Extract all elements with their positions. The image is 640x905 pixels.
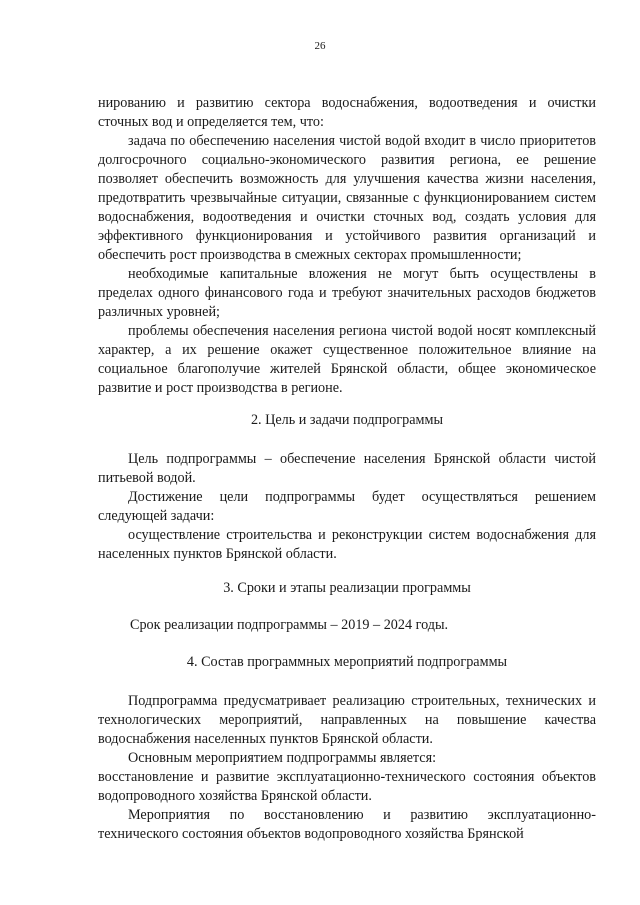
paragraph-investments: необходимые капитальные вложения не могут быть осуществлены в пределах одного финансового года и требуют значительных расходов бюджетов различных уровней; [98,266,596,320]
section-4-main-measure: Основным мероприятием подпрограммы является: [128,750,437,766]
section-3-title: 3. Сроки и этапы реализации программы [223,580,471,596]
section-4-restoration: восстановление и развитие эксплуатационно-технического состояния объектов водопроводного хозяйства Брянской области. [98,769,596,804]
page-number: 26 [314,40,326,52]
section-2-achievement: Достижение цели подпрограммы будет осуществляться решением следующей задачи: [98,489,596,524]
section-4-measures: Мероприятия по восстановлению и развитию эксплуатационно-технического состояния объектов водопроводного хозяйства Брянской [98,807,596,842]
document-body [98,94,596,844]
section-2-task: осуществление строительства и реконструкции систем водоснабжения для населенных пунктов Брянской области. [98,527,596,562]
section-2-goal: Цель подпрограммы – обеспечение населения Брянской области чистой питьевой водой. [98,451,596,486]
section-3-term: Срок реализации подпрограммы – 2019 – 2024 годы. [130,617,449,633]
paragraph-problems: проблемы обеспечения населения региона чистой водой носят комплексный характер, а их решение окажет существенное положительное влияние на социальное благополучие жителей Брянской области, общее экономическое развитие и рост производства в регионе. [98,323,596,396]
section-4-intro: Подпрограмма предусматривает реализацию строительных, технических и технологических мероприятий, направленных на повышение качества водоснабжения населенных пунктов Брянской области. [98,693,596,747]
section-4-title: 4. Состав программных мероприятий подпрограммы [186,654,508,670]
section-2-title: 2. Цель и задачи подпрограммы [250,412,444,428]
paragraph-task: задача по обеспечению населения чистой водой входит в число приоритетов долгосрочного социально-экономического развития региона, ее решение позволяет обеспечить возможность для улучшения качества жизни населения, предотвратить чрезвычайные ситуации, связанные с функционированием систем водоснабжения, водоотведения и очистки сточных вод, создать условия для эффективного функционирования и устойчивого развития организаций и обеспечить рост производства в смежных секторах промышленности; [98,133,596,263]
paragraph-continuation: нированию и развитию сектора водоснабжения, водоотведения и очистки сточных вод и определяется тем, что: [98,95,596,130]
